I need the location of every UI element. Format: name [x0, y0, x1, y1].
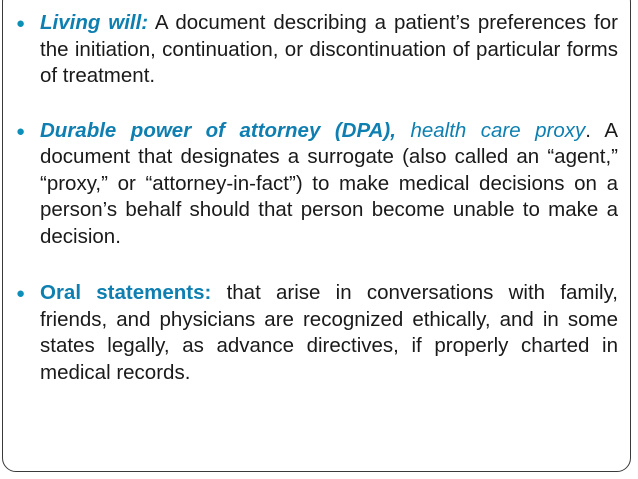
bullet-living-will [16, 10, 618, 90]
slide-content [16, 10, 618, 386]
bullet-dot-icon: ● [16, 15, 26, 32]
term-dpa: Durable power of attorney (DPA), [40, 118, 396, 142]
bullet-oral-statements [16, 280, 618, 386]
bullet-dot-icon: ● [16, 122, 26, 140]
bullet-dot-icon: ● [16, 285, 26, 302]
term-health-care-proxy: health care proxy [395, 118, 586, 142]
definition-oral-statements: that arise in conversations with family, friends, and physicians are recognized ethically, and in some states legally, as advance directives, if properly charted in medical records. [40, 281, 618, 384]
bullet-dpa [16, 118, 618, 251]
definition-living-will: A document describing a patient’s preferences for the initiation, continuation, or discontinuation of particular forms of treatment. [40, 11, 618, 87]
definition-dpa: . A document that designates a surrogate (also called an “agent,” “proxy,” or “attorney-in-fact”) to make medical decisions on a person’s behalf should that person become unable to make a decision. [40, 118, 618, 248]
term-oral-statements: Oral statements: [40, 281, 212, 304]
term-living-will: Living will: [40, 11, 149, 34]
